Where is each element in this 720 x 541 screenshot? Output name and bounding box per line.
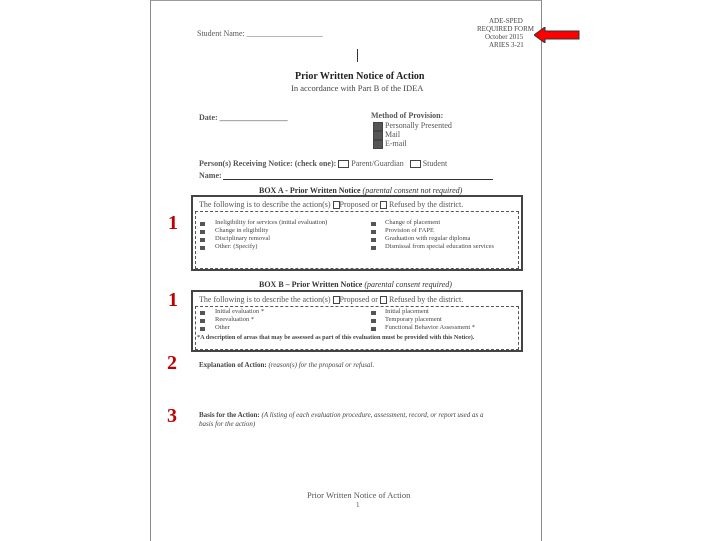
checkbox-icon[interactable] [371, 238, 376, 242]
form-id-line1: ADE-SPED [489, 17, 523, 25]
box-a-right-item: Change of placement [385, 219, 441, 226]
box-b-left-item: Other [215, 324, 230, 331]
student-name-label: Student Name: ___________________ [197, 29, 323, 38]
footer-title: Prior Written Notice of Action [307, 490, 411, 500]
document-page [150, 0, 542, 541]
left-arrow-icon [534, 27, 580, 43]
box-b-left-item: Initial evaluation * [215, 308, 265, 315]
checkbox-icon[interactable] [410, 160, 421, 168]
basis-line-2: basis for the action) [199, 420, 256, 428]
box-a-left-item: Other: (Specify) [215, 243, 258, 250]
form-id-line3: October 2015 [485, 33, 524, 41]
marker-1a: 1 [168, 212, 178, 234]
box-b-intro: The following is to describe the action(s) Proposed or Refused by the district. [199, 295, 464, 304]
footer-page-number: 1 [356, 501, 360, 509]
checkbox-icon[interactable] [200, 230, 205, 234]
name-label: Name: [199, 171, 222, 180]
basis-line: Basis for the Action: (A listing of each evaluation procedure, assessment, record, or report used as a [199, 411, 484, 419]
box-b-title: BOX B – Prior Written Notice (parental consent required) [259, 280, 452, 289]
checkbox-icon[interactable] [380, 296, 387, 304]
box-a-left-item: Ineligibility for services (initial evaluation) [215, 219, 328, 226]
method-option-personal[interactable]: Personally Presented [373, 121, 452, 131]
box-b-left-item: Reevaluation * [215, 316, 255, 323]
box-b-right-item: Functional Behavior Assessment * [385, 324, 476, 331]
checkbox-icon[interactable] [371, 222, 376, 226]
explanation-line: Explanation of Action: (reason(s) for the proposal or refusal. [199, 361, 375, 369]
checkbox-icon[interactable] [371, 230, 376, 234]
name-line [223, 179, 493, 180]
marker-2: 2 [167, 352, 177, 374]
cursor-bar [357, 49, 358, 62]
method-label: Method of Provision: [371, 111, 444, 120]
checkbox-icon[interactable] [371, 246, 376, 250]
box-b [191, 290, 523, 352]
form-title: Prior Written Notice of Action [295, 71, 425, 82]
marker-3: 3 [167, 405, 177, 427]
checkbox-icon[interactable] [200, 246, 205, 250]
box-a-left-item: Disciplinary removal [215, 235, 271, 242]
checkbox-icon[interactable] [200, 238, 205, 242]
method-option-email[interactable]: E-mail [373, 139, 407, 149]
checkbox-icon[interactable] [200, 327, 205, 331]
checkbox-icon[interactable] [200, 311, 205, 315]
persons-label: Person(s) Receiving Notice: (check one): Parent/Guardian Student [199, 159, 448, 168]
box-a [191, 195, 523, 271]
checkbox-icon [373, 140, 383, 149]
checkbox-icon[interactable] [333, 296, 340, 304]
box-a-right-item: Provision of FAPE [385, 227, 434, 234]
checkbox-icon[interactable] [371, 311, 376, 315]
date-label: Date: _________________ [199, 113, 288, 122]
form-id-line4: ARIES 3-21 [489, 41, 524, 49]
box-b-right-item: Initial placement [385, 308, 429, 315]
box-a-right-item: Dismissal from special education services [385, 243, 495, 250]
box-a-intro: The following is to describe the action(s) Proposed or Refused by the district. [199, 200, 464, 209]
box-a-left-item: Change in eligibility [215, 227, 269, 234]
form-id-line2: REQUIRED FORM [477, 25, 534, 33]
method-option-mail[interactable]: Mail [373, 130, 400, 140]
checkbox-icon[interactable] [333, 201, 340, 209]
checkbox-icon[interactable] [338, 160, 349, 168]
box-b-right-item: Temporary placement [385, 316, 442, 323]
checkbox-icon[interactable] [200, 222, 205, 226]
checkbox-icon[interactable] [380, 201, 387, 209]
box-a-right-item: Graduation with regular diploma [385, 235, 471, 242]
box-b-footnote: *A description of areas that may be assessed as part of this evaluation must be provided with this Notice). [197, 334, 475, 341]
checkbox-icon[interactable] [200, 319, 205, 323]
checkbox-icon[interactable] [371, 327, 376, 331]
form-subtitle: In accordance with Part B of the IDEA [291, 83, 424, 93]
marker-1b: 1 [168, 289, 178, 311]
checkbox-icon[interactable] [371, 319, 376, 323]
box-a-title: BOX A - Prior Written Notice (parental consent not required) [259, 186, 463, 195]
